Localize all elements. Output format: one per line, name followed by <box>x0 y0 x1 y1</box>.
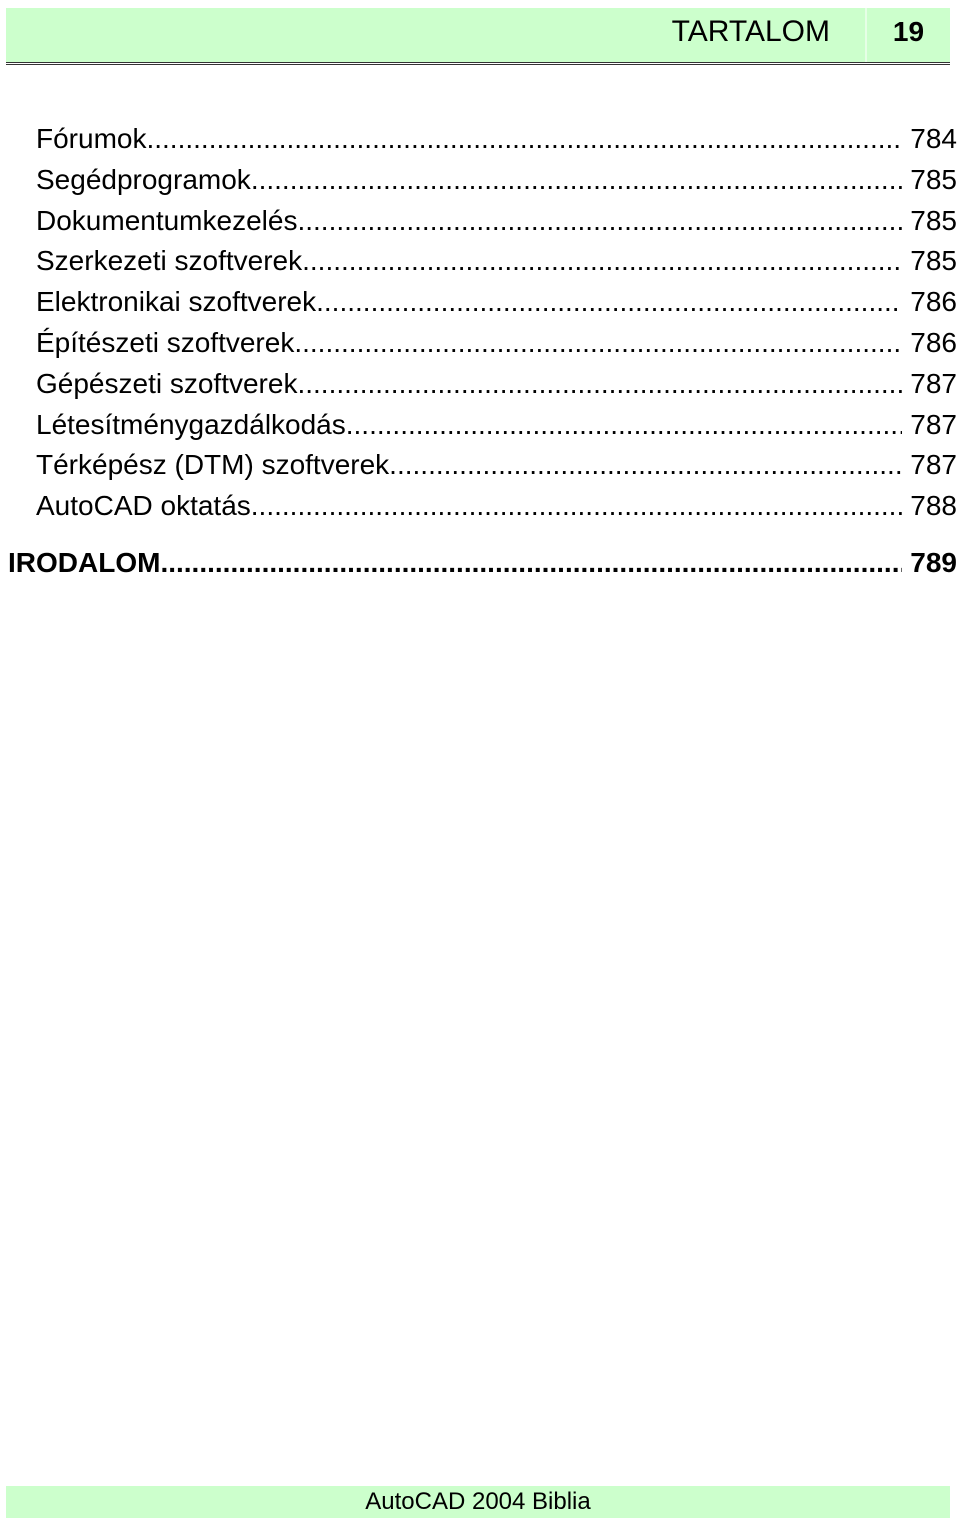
toc-section-label: IRODALOM <box>8 546 161 578</box>
toc-entry-dokumentumkezeles[interactable] <box>0 205 960 246</box>
toc-entry-page: 785 <box>910 163 957 195</box>
toc-entry-label: Szerkezeti szoftverek <box>36 245 303 277</box>
toc-entry-page: 787 <box>910 449 957 481</box>
toc-entry-page: 786 <box>910 286 957 318</box>
dot-leader <box>297 368 902 400</box>
dot-leader <box>294 327 902 359</box>
dot-leader <box>316 286 902 318</box>
table-of-contents <box>0 123 960 588</box>
toc-entry-label: Elektronikai szoftverek <box>36 286 317 318</box>
page-footer: AutoCAD 2004 Biblia <box>6 1486 950 1518</box>
toc-entry-page: 785 <box>910 245 957 277</box>
toc-entry-label: Térképész (DTM) szoftverek <box>36 449 390 481</box>
page-header <box>6 8 950 62</box>
dot-leader <box>346 409 903 441</box>
toc-entry-letesitmenygazdalkodas[interactable] <box>0 409 960 450</box>
header-rule <box>6 62 950 65</box>
toc-entry-label: Építészeti szoftverek <box>36 326 295 358</box>
dot-leader <box>251 490 903 522</box>
toc-entry-label: Létesítménygazdálkodás <box>36 408 346 440</box>
toc-entry-elektronikai-szoftverek[interactable] <box>0 286 960 327</box>
dot-leader <box>251 164 902 196</box>
toc-entry-szerkezeti-szoftverek[interactable] <box>0 245 960 286</box>
toc-entry-forumok[interactable] <box>0 123 960 164</box>
toc-entry-page: 786 <box>910 326 957 358</box>
dot-leader <box>146 123 902 155</box>
toc-entry-label: AutoCAD oktatás <box>36 490 251 522</box>
toc-section-irodalom[interactable] <box>0 547 960 588</box>
dot-leader <box>160 547 902 579</box>
toc-entry-terkepesz-szoftverek[interactable] <box>0 449 960 490</box>
toc-entry-page: 784 <box>910 123 957 154</box>
toc-entry-label: Dokumentumkezelés <box>36 204 298 236</box>
dot-leader <box>389 449 902 481</box>
toc-entry-page: 787 <box>910 408 957 440</box>
toc-entry-segedprogramok[interactable] <box>0 164 960 205</box>
page-number: 19 <box>892 16 925 47</box>
toc-entry-page: 787 <box>910 367 957 399</box>
toc-entry-label: Segédprogramok <box>36 163 251 195</box>
toc-entry-gepeszeti-szoftverek[interactable] <box>0 368 960 409</box>
toc-entry-label: Fórumok <box>36 123 147 154</box>
dot-leader <box>302 245 902 277</box>
toc-entry-label: Gépészeti szoftverek <box>36 367 298 399</box>
toc-entry-page: 788 <box>910 490 957 522</box>
toc-entry-autocad-oktatas[interactable] <box>0 490 960 531</box>
toc-entry-page: 785 <box>910 204 957 236</box>
toc-section-page: 789 <box>910 546 957 578</box>
toc-entry-epiteszeti-szoftverek[interactable] <box>0 327 960 368</box>
dot-leader <box>297 205 902 237</box>
header-title: TARTALOM <box>671 15 830 48</box>
